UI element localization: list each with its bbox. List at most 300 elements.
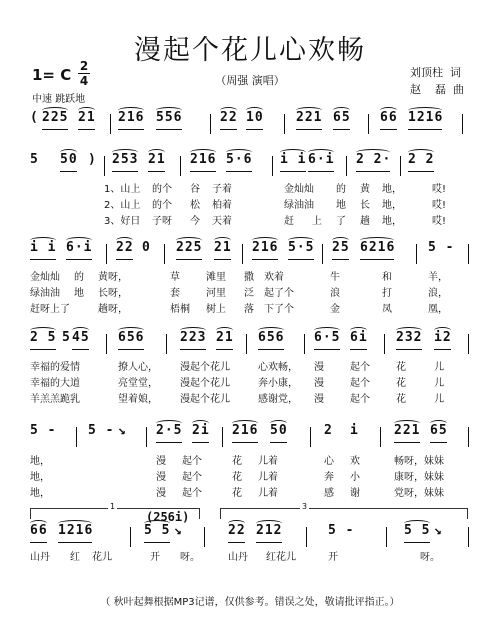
lyric-word: 长 — [360, 200, 370, 211]
note-group: 225 — [42, 110, 69, 125]
bar-line — [180, 156, 181, 176]
beam-line — [356, 171, 390, 172]
bar-line — [346, 156, 347, 176]
lyric-word: 谷 — [190, 184, 200, 195]
lyric-word: 金灿灿 — [284, 184, 314, 195]
beam-line — [30, 259, 56, 260]
footer-note: （ 秋叶起舞根据MP3记谱，仅供参考。错误之处，敬请批评指正。） — [100, 597, 400, 608]
staff-row — [30, 423, 470, 451]
beam-line — [214, 259, 231, 260]
lyric-word: 绿油油 — [30, 288, 60, 299]
lyric-word: 花 — [232, 456, 242, 467]
slur-arc — [333, 107, 350, 114]
lyric-word: 牛 — [330, 272, 340, 283]
note-group: 225 — [176, 240, 203, 255]
lyric-word: 奔 — [324, 472, 334, 483]
note-group: 6i — [350, 330, 368, 345]
lyric-word: 花 — [232, 488, 242, 499]
lyric-word: 子呀 — [152, 216, 172, 227]
lyric-word: 漫 — [314, 394, 324, 405]
note-group: ) — [88, 152, 97, 167]
beam-line — [394, 442, 420, 443]
slur-arc — [246, 107, 263, 114]
bar-line — [146, 427, 147, 447]
lyric-word: 河里 — [206, 288, 226, 299]
slur-arc — [232, 420, 258, 427]
lyric-word: 幸福的爱情 — [30, 362, 80, 373]
lyric-word: 的 — [336, 184, 346, 195]
lyric-word: 撒 — [244, 272, 254, 283]
slur-arc — [256, 520, 282, 527]
note-group: 50 — [60, 152, 78, 167]
beam-line — [408, 129, 442, 130]
slur-arc — [60, 149, 77, 156]
lyric-word: 漫起个花儿 — [180, 362, 230, 373]
beam-line — [226, 171, 252, 172]
beam-line — [60, 171, 77, 172]
slur-arc — [288, 237, 314, 244]
note-group: ↘ — [174, 523, 183, 538]
beam-line — [350, 349, 367, 350]
note-group: 22 — [228, 523, 246, 538]
staff-row — [30, 240, 470, 268]
meter-bottom: 4 — [79, 74, 89, 88]
bar-line — [204, 527, 205, 547]
note-group: 50 — [270, 423, 288, 438]
note-group: 5 5 — [144, 523, 171, 538]
lyric-word: 2、山上 — [104, 200, 141, 211]
tempo-marking: 中速 跳跃地 — [32, 94, 86, 105]
beam-line — [258, 349, 284, 350]
slur-arc — [118, 327, 144, 334]
slur-arc — [280, 149, 306, 156]
bar-line — [322, 244, 323, 264]
slur-arc — [314, 327, 340, 334]
lyric-word: 趟呀， — [98, 304, 128, 315]
lyric-word: 呀。 — [420, 552, 440, 563]
lyric-word: 子着 — [212, 184, 232, 195]
note-group: 212 — [256, 523, 283, 538]
beam-line — [333, 129, 350, 130]
beam-line — [296, 129, 322, 130]
meter-top: 2 — [79, 59, 89, 73]
lyric-word: 欢 — [350, 456, 360, 467]
slur-arc — [226, 149, 252, 156]
beam-line — [30, 349, 56, 350]
note-group: 216 — [118, 110, 145, 125]
slur-arc — [258, 327, 284, 334]
lyric-word: 的个 — [152, 200, 172, 211]
slur-arc — [408, 149, 434, 156]
lyric-word: 康呀，妹妹 — [394, 472, 444, 483]
lyric-word: 滩里 — [206, 272, 226, 283]
slur-arc — [72, 327, 89, 334]
lyric-word: 红 — [70, 552, 80, 563]
slur-arc — [430, 420, 447, 427]
note-group: 45 — [72, 330, 90, 345]
bar-line — [400, 156, 401, 176]
lyric-word: 儿 — [434, 394, 444, 405]
lyric-word: 谢 — [350, 488, 360, 499]
lyric-word: 花儿 — [92, 552, 112, 563]
note-group: 0 — [142, 240, 151, 255]
lyric-word: 漫起个花儿 — [180, 394, 230, 405]
slur-arc — [112, 149, 138, 156]
lyric-word: 哎! — [432, 216, 447, 227]
lyric-word: 绿油油 — [284, 200, 314, 211]
beam-line — [232, 442, 258, 443]
slur-arc — [30, 520, 47, 527]
note-group: 216 — [190, 152, 217, 167]
volta-motif: (256i) — [146, 510, 190, 524]
lyric-word: 呀。 — [180, 552, 200, 563]
lyric-word: 赶 — [284, 216, 294, 227]
slur-arc — [216, 327, 233, 334]
lyric-word: 赶呀上了 — [30, 304, 70, 315]
bar-line — [416, 244, 417, 264]
lyric-word: 凤 — [382, 304, 392, 315]
slur-arc — [30, 237, 56, 244]
note-group: 1216 — [58, 523, 94, 538]
slur-arc — [252, 237, 278, 244]
slur-arc — [396, 327, 422, 334]
lyric-word: 儿着 — [258, 456, 278, 467]
beam-line — [332, 259, 349, 260]
lyric-word: 羊， — [428, 272, 448, 283]
lyric-word: 畅呀，妹妹 — [394, 456, 444, 467]
beam-line — [78, 129, 95, 130]
lyric-word: 漫 — [156, 488, 166, 499]
beam-line — [252, 259, 278, 260]
slur-arc — [192, 420, 209, 427]
beam-line — [246, 129, 263, 130]
lyric-word: 柏着 — [212, 200, 232, 211]
lyric-word: 地 — [74, 288, 84, 299]
slur-arc — [408, 107, 442, 114]
note-group: ↘ — [118, 423, 127, 438]
credits — [410, 64, 464, 98]
note-group: 2 2 — [408, 152, 435, 167]
beam-line — [118, 129, 144, 130]
note-group: 216 — [232, 423, 259, 438]
lyric-word: 金 — [330, 304, 340, 315]
note-group: 2 2· — [356, 152, 392, 167]
bar-line — [272, 156, 273, 176]
lyric-word: 亮堂堂， — [118, 378, 158, 389]
staff-row — [30, 152, 470, 180]
lyric-word: 起个 — [182, 488, 202, 499]
beam-line — [270, 442, 287, 443]
beam-line — [58, 542, 92, 543]
staff-row — [30, 330, 470, 358]
lyric-word: 哎! — [432, 200, 447, 211]
beam-line — [216, 349, 233, 350]
lyric-word: 地， — [30, 488, 50, 499]
note-group: 253 — [112, 152, 139, 167]
bar-line — [104, 156, 105, 176]
slur-arc — [116, 237, 133, 244]
bar-line — [164, 244, 165, 264]
slur-arc — [176, 237, 202, 244]
slur-arc — [360, 237, 394, 244]
slur-arc — [350, 327, 367, 334]
note-group: 22 — [116, 240, 134, 255]
bar-line — [242, 244, 243, 264]
beam-line — [220, 129, 237, 130]
note-group: 5 - — [30, 423, 57, 438]
beam-line — [288, 259, 314, 260]
lyric-word: 花 — [396, 378, 406, 389]
slur-arc — [404, 520, 430, 527]
lyric-word: 开 — [328, 552, 338, 563]
bar-line — [106, 334, 107, 354]
note-group: 656 — [118, 330, 145, 345]
lyric-word: 长呀， — [98, 288, 128, 299]
note-group: ↘ — [434, 523, 443, 538]
lyric-word: 起个 — [182, 456, 202, 467]
note-group: 6·i — [308, 152, 335, 167]
lyric-word: 儿着 — [258, 488, 278, 499]
lyric-word: 了 — [336, 216, 346, 227]
note-group: 21 — [148, 152, 166, 167]
lyric-word: 下了个 — [264, 304, 294, 315]
beam-line — [360, 259, 394, 260]
slur-arc — [58, 520, 92, 527]
beam-line — [430, 442, 447, 443]
singer-credit: （周强 演唱） — [215, 74, 285, 87]
note-group: 25 — [332, 240, 350, 255]
note-group: 66 — [30, 523, 48, 538]
lyric-word: 地， — [382, 184, 402, 195]
lyric-word: 党呀，妹妹 — [394, 488, 444, 499]
slur-arc — [356, 149, 390, 156]
note-group: 2 — [324, 423, 333, 438]
note-group: 22 — [220, 110, 238, 125]
lyric-word: 感 — [324, 488, 334, 499]
lyric-word: 起个 — [350, 394, 370, 405]
beam-line — [118, 349, 144, 350]
lyric-word: 地， — [30, 472, 50, 483]
lyric-word: 开 — [150, 552, 160, 563]
lyric-word: 漫 — [314, 378, 324, 389]
note-group: 5·6 — [226, 152, 253, 167]
note-group: 223 — [180, 330, 207, 345]
lyric-word: 花 — [396, 394, 406, 405]
note-group: 5 5 — [404, 523, 431, 538]
beam-line — [42, 129, 68, 130]
slur-arc — [332, 237, 349, 244]
lyric-word: 梧桐 — [170, 304, 190, 315]
lyric-word: 黄呀， — [98, 272, 128, 283]
beam-line — [176, 259, 202, 260]
slur-arc — [380, 107, 397, 114]
note-group: 6216 — [360, 240, 396, 255]
lyric-word: 儿 — [434, 362, 444, 373]
bar-line — [304, 334, 305, 354]
slur-arc — [156, 107, 182, 114]
beam-line — [434, 349, 451, 350]
lyric-word: 起了个 — [264, 288, 294, 299]
lyric-word: 撩人心， — [118, 362, 158, 373]
bar-line — [110, 114, 111, 134]
lyric-word: 漫起个花儿 — [180, 378, 230, 389]
note-group: 66 — [380, 110, 398, 125]
slur-arc — [148, 149, 165, 156]
lyricist-credit: 刘顶柱 词 — [410, 66, 462, 79]
bar-line — [222, 427, 223, 447]
note-group: 5·5 — [288, 240, 315, 255]
note-group: 6·i — [66, 240, 93, 255]
note-group: i — [350, 423, 359, 438]
beam-line — [180, 349, 206, 350]
lyric-word: 今 — [190, 216, 200, 227]
lyric-word: 小 — [350, 472, 360, 483]
slur-arc — [296, 107, 322, 114]
note-group: 2 5 — [30, 330, 57, 345]
bar-line — [468, 244, 469, 264]
note-group: 21 — [78, 110, 96, 125]
lyric-word: 花 — [232, 472, 242, 483]
lyric-word: 起个 — [182, 472, 202, 483]
bar-line — [284, 114, 285, 134]
bar-line — [166, 334, 167, 354]
lyric-word: 1、山上 — [104, 184, 141, 195]
lyric-word: 的 — [74, 272, 84, 283]
beam-line — [380, 129, 397, 130]
slur-arc — [180, 327, 206, 334]
bar-line — [130, 527, 131, 547]
song-title: 漫起个花儿心欢畅 — [134, 35, 366, 66]
lyric-word: 浪， — [428, 288, 448, 299]
lyric-word: 欢着 — [264, 272, 284, 283]
slur-arc — [42, 107, 68, 114]
bar-line — [306, 527, 307, 547]
note-group: 5 - — [88, 423, 115, 438]
note-group: 232 — [396, 330, 423, 345]
note-group: 221 — [296, 110, 323, 125]
beam-line — [144, 542, 170, 543]
lyric-word: 套 — [170, 288, 180, 299]
volta-2-label: 3 — [302, 502, 308, 511]
beam-line — [112, 171, 138, 172]
slur-arc — [78, 107, 95, 114]
beam-line — [314, 349, 340, 350]
lyric-word: 凰， — [428, 304, 448, 315]
key-signature: 1= C — [32, 66, 72, 84]
beam-line — [148, 171, 165, 172]
lyric-word: 落 — [244, 304, 254, 315]
note-group: 656 — [258, 330, 285, 345]
beam-line — [396, 349, 422, 350]
slur-arc — [394, 420, 420, 427]
beam-line — [116, 259, 133, 260]
beam-line — [156, 129, 182, 130]
lyric-word: 黄 — [360, 184, 370, 195]
lyric-word: 奔小康， — [258, 378, 298, 389]
lyric-word: 漫 — [156, 456, 166, 467]
lyric-word: 望着娘， — [118, 394, 158, 405]
slur-arc — [190, 149, 216, 156]
bar-line — [462, 114, 463, 134]
bar-line — [310, 427, 311, 447]
slur-arc — [308, 149, 334, 156]
lyric-word: 心欢畅， — [258, 362, 298, 373]
lyric-word: 3、好日 — [104, 216, 141, 227]
lyric-word: 树上 — [206, 304, 226, 315]
lyric-word: 地 — [336, 200, 346, 211]
note-group: 65 — [430, 423, 448, 438]
lyric-word: 上 — [312, 216, 322, 227]
note-group: 5 — [62, 330, 71, 345]
beam-line — [408, 171, 434, 172]
bar-line — [468, 427, 469, 447]
lyric-word: 的个 — [152, 184, 172, 195]
lyric-word: 起个 — [350, 378, 370, 389]
beam-line — [30, 542, 47, 543]
staff-row — [30, 110, 470, 138]
slur-arc — [228, 520, 245, 527]
note-group: 5 — [30, 152, 39, 167]
lyric-word: 羊羔羔跪乳 — [30, 394, 80, 405]
lyric-word: 天着 — [212, 216, 232, 227]
note-group: 5 - — [428, 240, 455, 255]
lyric-word: 哎! — [432, 184, 447, 195]
beam-line — [156, 442, 182, 443]
note-group: 556 — [156, 110, 183, 125]
lyric-word: 地， — [30, 456, 50, 467]
lyric-word: 漫 — [314, 362, 324, 373]
slur-arc — [118, 107, 144, 114]
beam-line — [280, 171, 306, 172]
lyric-word: 浪 — [330, 288, 340, 299]
note-group: 2·5 — [156, 423, 183, 438]
note-group: 5 - — [328, 523, 355, 538]
bar-line — [468, 527, 469, 547]
lyric-word: 花 — [396, 362, 406, 373]
note-group: i2 — [434, 330, 452, 345]
bar-line — [76, 427, 77, 447]
slur-arc — [270, 420, 287, 427]
bar-line — [380, 427, 381, 447]
lyric-word: 山丹 — [30, 552, 50, 563]
lyric-word: 打 — [382, 288, 392, 299]
lyric-word: 地， — [382, 216, 402, 227]
note-group: i i — [30, 240, 57, 255]
lyric-word: 地， — [382, 200, 402, 211]
slur-arc — [30, 327, 56, 334]
note-group: 21 — [216, 330, 234, 345]
bar-line — [368, 114, 369, 134]
lyric-word: 心 — [324, 456, 334, 467]
bar-line — [106, 244, 107, 264]
lyric-word: 山丹 — [228, 552, 248, 563]
note-group: 10 — [246, 110, 264, 125]
slur-arc — [214, 237, 231, 244]
bar-line — [210, 114, 211, 134]
lyric-word: 儿 — [434, 378, 444, 389]
lyric-word: 幸福的大道 — [30, 378, 80, 389]
beam-line — [228, 542, 245, 543]
note-group: 2i — [192, 423, 210, 438]
lyric-word: 起个 — [350, 362, 370, 373]
bar-line — [386, 527, 387, 547]
lyric-word: 草 — [170, 272, 180, 283]
beam-line — [190, 171, 216, 172]
lyric-word: 感谢党， — [258, 394, 298, 405]
note-group: 21 — [214, 240, 232, 255]
note-group: 216 — [252, 240, 279, 255]
slur-arc — [220, 107, 237, 114]
